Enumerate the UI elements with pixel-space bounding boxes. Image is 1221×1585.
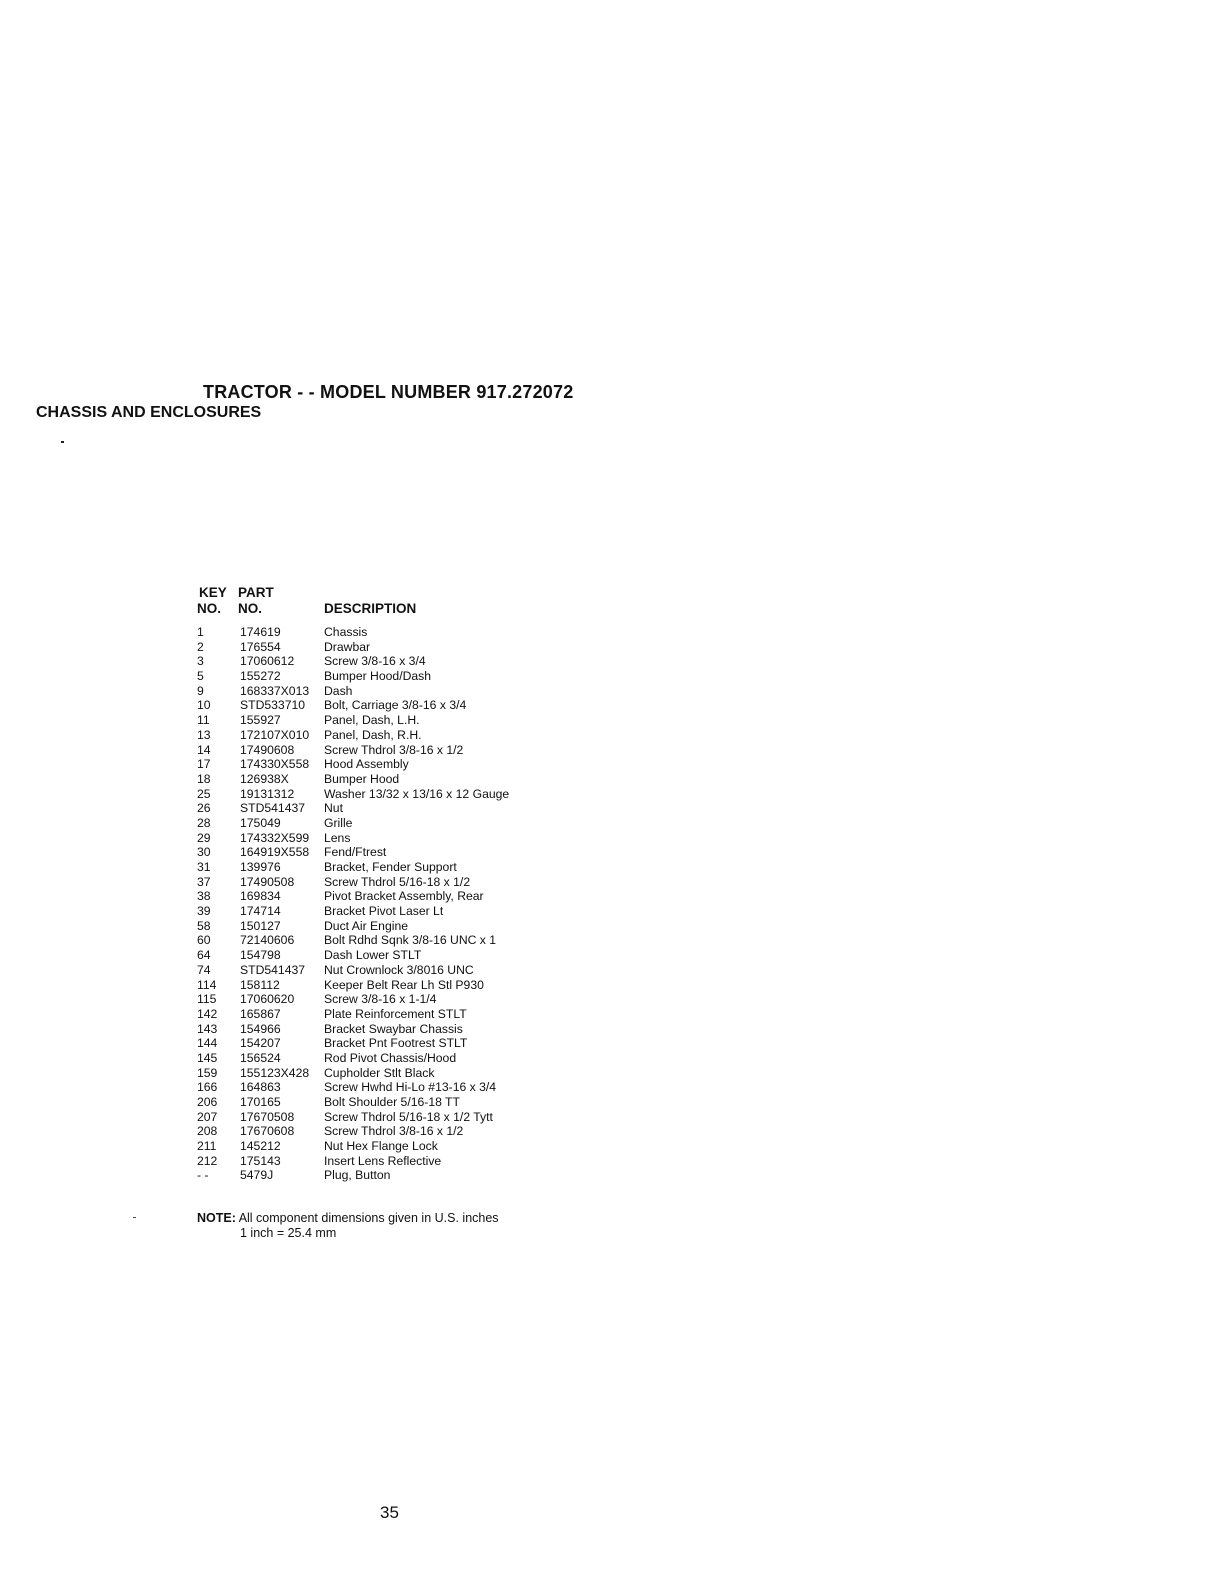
part-no: 174332X599 [240,830,310,845]
table-row [197,963,617,978]
description: Bumper Hood/Dash [324,669,432,684]
key-no: 3 [197,654,204,669]
description: Fend/Ftrest [324,845,387,860]
part-no: 175143 [240,1153,281,1168]
key-no: 114 [197,977,217,992]
note-label: NOTE: [197,1211,236,1225]
key-no: 206 [197,1095,218,1109]
description: Nut [324,801,343,816]
table-row [197,787,617,802]
note [197,1211,499,1225]
table-row [197,1066,617,1081]
part-no: 17060612 [240,654,295,669]
table-row [197,831,617,846]
key-no: 74 [197,962,211,977]
table-row [197,992,617,1007]
table-row [197,669,617,684]
table-row [197,743,617,758]
part-no: 17490508 [240,874,295,889]
part-no: 174714 [240,904,281,919]
key-no: 26 [197,801,211,816]
key-no: 13 [197,727,211,742]
table-row [197,698,617,713]
scan-mark [133,1217,136,1218]
part-no: 164863 [240,1080,281,1095]
key-no: - - [197,1168,209,1183]
key-no: 29 [197,830,211,845]
part-no: 156524 [240,1050,281,1065]
key-no: 212 [197,1153,218,1168]
table-row [197,933,617,948]
table-row [197,1095,617,1110]
table-row [197,625,617,640]
key-no: 145 [197,1050,218,1065]
part-no: 17060620 [240,992,295,1007]
part-no: 169834 [240,889,281,904]
part-no: 17670508 [240,1109,295,1124]
description: Rod Pivot Chassis/Hood [324,1050,457,1065]
table-row [197,1139,617,1154]
description: Screw Thdrol 5/16-18 x 1/2 [324,874,471,889]
description: Duct Air Engine [324,918,409,933]
key-no: 1 [197,625,204,639]
description: Nut Crownlock 3/8016 UNC [324,962,474,977]
table-row [197,875,617,890]
description: Washer 13/32 x 13/16 x 12 Gauge [324,786,510,801]
table-row [197,1022,617,1037]
part-no: 17490608 [240,742,295,757]
description: Cupholder Stlt Black [324,1065,435,1080]
key-no: 5 [197,669,204,684]
table-row [197,948,617,963]
key-no: 143 [197,1021,218,1036]
description: Grille [324,815,353,830]
description: Screw Hwhd Hi-Lo #13-16 x 3/4 [324,1080,497,1095]
table-row [197,1051,617,1066]
table-row [197,845,617,860]
description: Bracket Pnt Footrest STLT [324,1036,468,1051]
key-no: 14 [197,742,211,757]
part-no: STD533710 [240,698,306,713]
description: Screw 3/8-16 x 3/4 [324,654,426,669]
description: Drawbar [324,639,371,654]
key-no: 18 [197,771,211,786]
description: Hood Assembly [324,757,409,772]
key-no: 166 [197,1080,218,1095]
description: Bolt Shoulder 5/16-18 TT [324,1095,460,1109]
description: Plate Reinforcement STLT [324,1006,467,1021]
table-row [197,978,617,993]
header-description: DESCRIPTION [324,601,417,616]
part-no: 5479J [240,1168,274,1183]
table-row [197,904,617,919]
key-no: 31 [197,860,211,874]
description: Chassis [324,625,368,639]
key-no: 207 [197,1109,218,1124]
description: Nut Hex Flange Lock [324,1139,438,1154]
table-row [197,1168,617,1183]
table-row [197,684,617,699]
description: Screw Thdrol 3/8-16 x 1/2 [324,742,464,757]
table-row [197,757,617,772]
description: Screw 3/8-16 x 1-1/4 [324,992,437,1007]
table-row [197,1036,617,1051]
part-no: 150127 [240,918,281,933]
table-row [197,1007,617,1022]
table-row [197,654,617,669]
description: Bolt Rdhd Sqnk 3/8-16 UNC x 1 [324,933,497,948]
description: Dash [324,683,353,698]
part-no: STD541437 [240,801,306,816]
part-no: 155123X428 [240,1065,310,1080]
note-line1: All component dimensions given in U.S. inches [238,1211,499,1225]
key-no: 2 [197,639,204,654]
description: Bracket Swaybar Chassis [324,1021,463,1036]
part-no: 154798 [240,948,281,963]
part-no: 126938X [240,771,289,786]
description: Pivot Bracket Assembly, Rear [324,889,484,904]
description: Insert Lens Reflective [324,1153,442,1168]
table-row [197,1124,617,1139]
description: Bolt, Carriage 3/8-16 x 3/4 [324,698,467,713]
key-no: 17 [197,757,211,772]
part-no: 176554 [240,639,281,654]
part-no: 145212 [240,1139,281,1154]
part-no: 170165 [240,1095,281,1109]
section-title: CHASSIS AND ENCLOSURES [36,404,262,421]
part-no: 168337X013 [240,683,310,698]
header-key-line2: NO. [197,601,222,616]
key-no: 10 [197,698,211,713]
scan-mark [61,441,64,443]
key-no: 30 [197,845,211,860]
part-no: 139976 [240,860,281,874]
part-no: 172107X010 [240,727,310,742]
key-no: 115 [197,992,217,1007]
part-no: 155272 [240,669,281,684]
header-part-line2: NO. [238,601,263,616]
description: Panel, Dash, L.H. [324,713,420,728]
note-line2: 1 inch = 25.4 mm [240,1226,337,1240]
part-no: STD541437 [240,962,306,977]
description: Lens [324,830,351,845]
table-row [197,728,617,743]
description: Keeper Belt Rear Lh Stl P930 [324,977,484,992]
part-no: 17670608 [240,1124,295,1139]
part-no: 164919X558 [240,845,310,860]
key-no: 9 [197,683,204,698]
part-no: 19131312 [240,786,295,801]
table-row [197,919,617,934]
table-row [197,1154,617,1169]
table-row [197,1110,617,1125]
key-no: 28 [197,815,211,830]
key-no: 38 [197,889,211,904]
description: Plug, Button [324,1168,391,1183]
key-no: 208 [197,1124,218,1139]
key-no: 211 [197,1139,217,1154]
key-no: 39 [197,904,211,919]
description: Screw Thdrol 3/8-16 x 1/2 [324,1124,464,1139]
table-row [197,860,617,875]
table-row [197,772,617,787]
page-number: 35 [380,1503,399,1522]
table-row [197,801,617,816]
page-title: TRACTOR - - MODEL NUMBER 917.272072 [203,382,574,402]
table-row [197,889,617,904]
header-part-line1: PART [238,585,274,600]
table-row [197,1080,617,1095]
key-no: 159 [197,1065,218,1080]
parts-table [197,625,617,1183]
description: Bracket, Fender Support [324,860,457,874]
key-no: 25 [197,786,211,801]
part-no: 175049 [240,815,281,830]
part-no: 165867 [240,1006,281,1021]
part-no: 174330X558 [240,757,310,772]
key-no: 37 [197,874,211,889]
table-row [197,640,617,655]
part-no: 155927 [240,713,281,728]
description: Screw Thdrol 5/16-18 x 1/2 Tytt [324,1109,493,1124]
description: Panel, Dash, R.H. [324,727,422,742]
part-no: 72140606 [240,933,295,948]
part-no: 174619 [240,625,281,639]
part-no: 154207 [240,1036,281,1051]
key-no: 11 [197,713,210,728]
key-no: 144 [197,1036,218,1051]
header-key-line1: KEY [199,585,227,600]
key-no: 64 [197,948,211,963]
key-no: 58 [197,918,211,933]
table-row [197,713,617,728]
description: Dash Lower STLT [324,948,422,963]
part-no: 154966 [240,1021,281,1036]
key-no: 142 [197,1006,218,1021]
part-no: 158112 [240,977,280,992]
table-row [197,816,617,831]
description: Bumper Hood [324,771,400,786]
key-no: 60 [197,933,211,948]
description: Bracket Pivot Laser Lt [324,904,444,919]
